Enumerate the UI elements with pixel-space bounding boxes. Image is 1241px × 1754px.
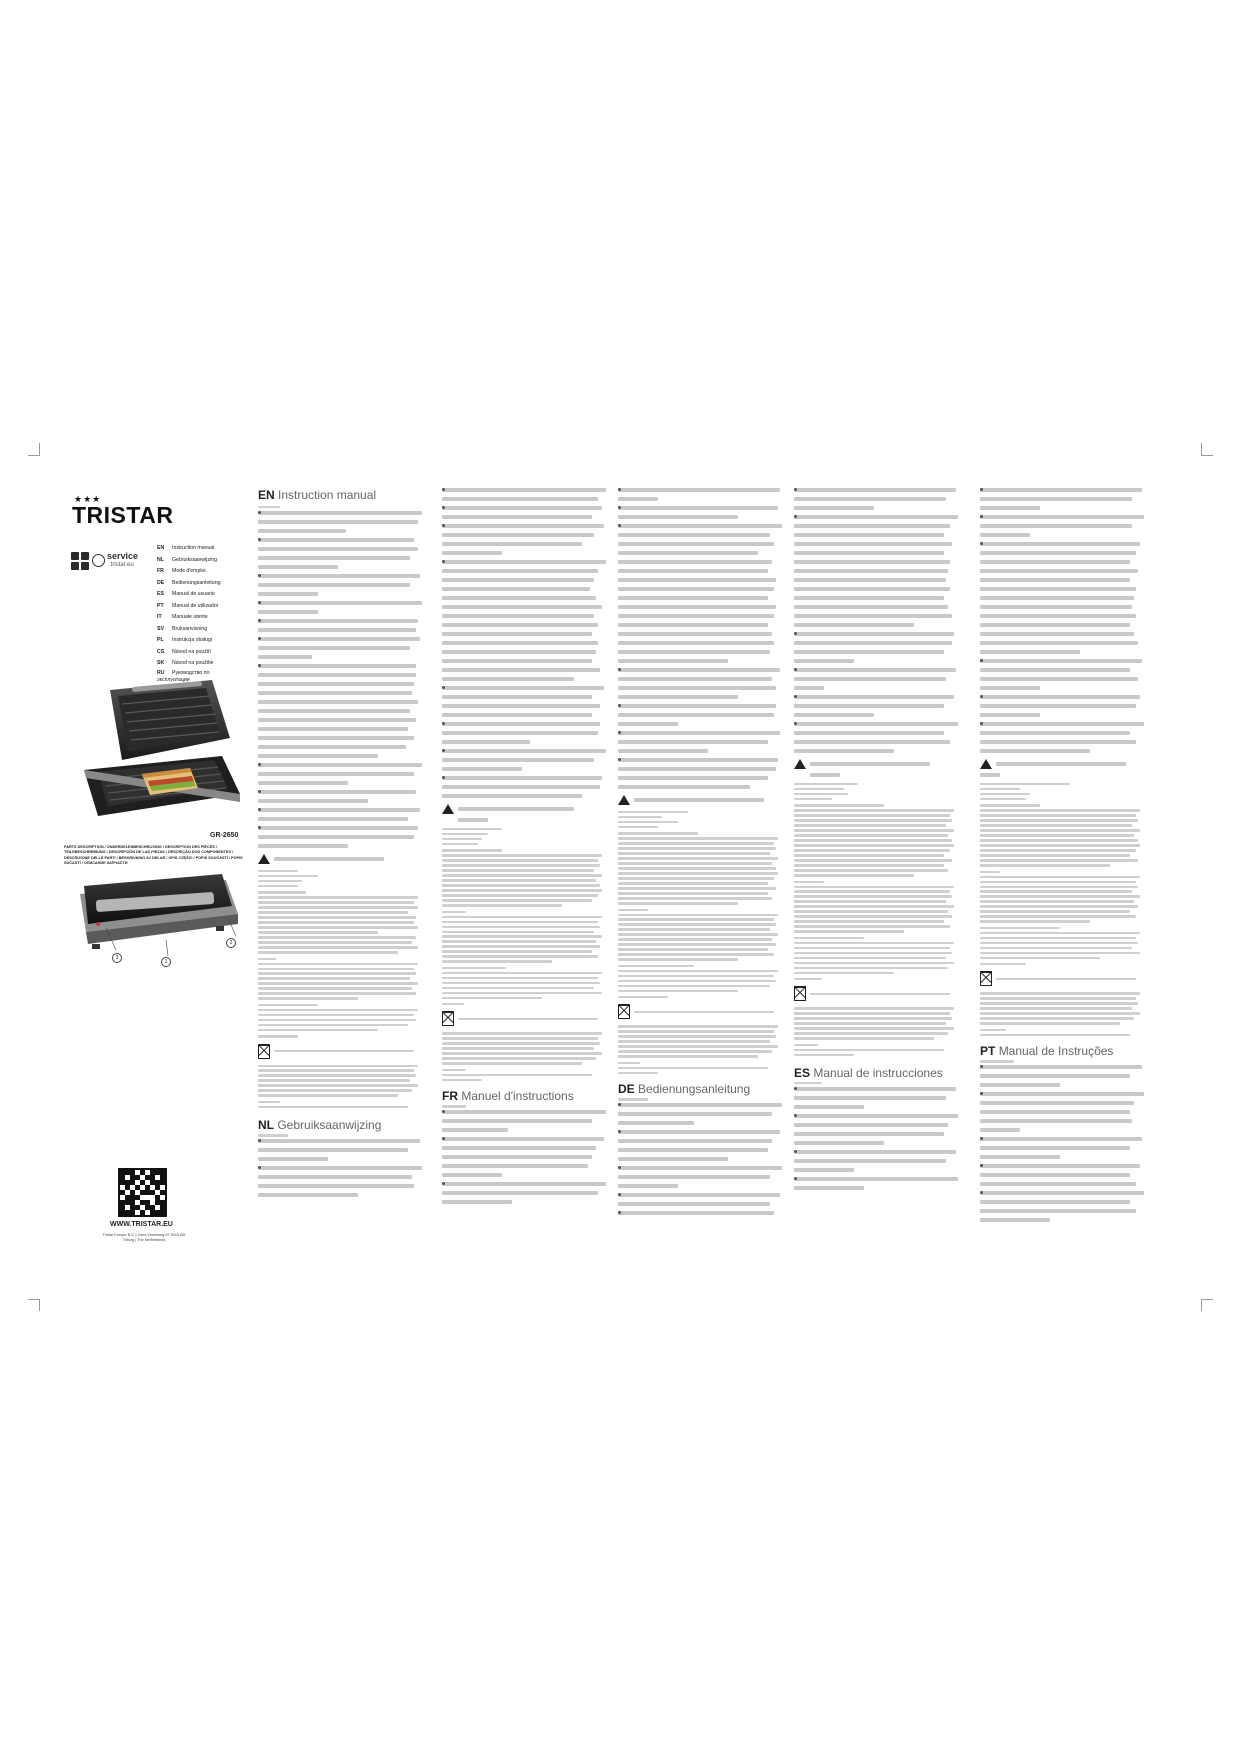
parts-description-line: PARTS DESCRIPTION / ONDERDELENBESCHRIJVING / DESCRIPTION DES PIÈCES / TEILEBESCHREIBUNG / DESCRIPCIÓN DE LAS PIEZAS / DESCRIÇÃO DOS COMPONENTES / DESCRIZIONE DELLE PARTI / BESKRIVNING AV DELAR / OPIS CZĘŚCI / POPIS SOUČÁSTÍ / POPIS SÚČASTÍ / ОПИСАНИЕ ЗАПЧАСТИ	[64, 845, 243, 866]
brand-logo: TRISTAR	[72, 502, 174, 528]
nl-text	[442, 488, 610, 798]
language-item: EN Instruction manual	[157, 545, 215, 551]
section-title-pt: PT Manual de Instruções	[980, 1044, 1114, 1059]
column-en	[258, 488, 426, 1264]
crop-mark	[1201, 1299, 1202, 1311]
section-title-en: EN Instruction manual	[258, 488, 377, 502]
hazard-triangle-icon	[442, 804, 454, 814]
service-circle-icon	[92, 554, 105, 567]
language-item: FR Mode d'emploi	[157, 568, 206, 574]
pt-safety-text	[980, 1060, 1155, 1222]
es-environment	[980, 971, 1155, 986]
fr-env-text	[618, 1025, 786, 1074]
language-item: SK Návod na použitie	[157, 660, 214, 666]
column-de-es	[794, 488, 962, 1264]
section-title-nl: NL Gebruiksaanwijzing	[258, 1118, 382, 1133]
hazard-triangle-icon	[258, 854, 270, 864]
company-address: Tristar Europe B.V. | Jules Verneweg 87 5015 BH Tilburg | The Netherlands	[102, 1233, 186, 1242]
language-item: PT Manual de utilizador	[157, 602, 219, 609]
es-env-text	[980, 992, 1155, 1036]
callout-2: 2	[226, 938, 236, 948]
de-env-text	[794, 1007, 962, 1056]
crop-mark	[1201, 1299, 1213, 1300]
hazard-triangle-icon	[980, 759, 992, 769]
language-item: SV Bruksanvisning	[157, 625, 208, 632]
language-item: ES Manual de usuario	[157, 591, 215, 597]
brand-stars: ★★★	[74, 494, 102, 504]
column-nl-fr	[442, 488, 610, 1264]
crossed-bin-icon	[442, 1011, 454, 1026]
section-title-es: ES Manual de instrucciones	[794, 1066, 943, 1081]
crossed-bin-icon	[980, 971, 992, 986]
website-url: WWW.TRISTAR.EU	[110, 1221, 173, 1228]
crossed-bin-icon	[794, 986, 806, 1001]
en-safety-text	[258, 506, 426, 848]
fr-environment	[618, 1004, 786, 1019]
de-text	[794, 488, 962, 753]
column-fr-de	[618, 488, 786, 1264]
fr-safety-text	[442, 1105, 610, 1204]
de-small-text	[794, 773, 962, 980]
language-item: PL Instrukcja obsługi	[157, 637, 213, 643]
nl-env-text	[442, 1032, 610, 1081]
crop-mark	[39, 1299, 40, 1311]
es-text	[980, 488, 1155, 753]
language-list	[157, 543, 249, 684]
service-label: service	[107, 551, 139, 561]
en-warning	[258, 854, 426, 864]
language-item: DE Bedienungsanleitung	[157, 579, 221, 586]
crossed-bin-icon	[258, 1044, 270, 1059]
callout-1: 1	[161, 957, 171, 967]
de-environment	[794, 986, 962, 1001]
nl-environment	[442, 1011, 610, 1026]
crop-mark	[1201, 443, 1202, 455]
hazard-triangle-icon	[794, 759, 806, 769]
crop-mark	[28, 455, 40, 456]
en-env-text	[258, 1065, 426, 1109]
es-small-text	[980, 773, 1155, 965]
language-item: IT Manuale utente	[157, 614, 208, 620]
crop-mark	[1201, 455, 1213, 456]
nl-safety-text	[258, 1134, 426, 1197]
fr-small-text	[618, 811, 786, 998]
section-title-fr: FR Manuel d'instructions	[442, 1089, 574, 1104]
nl-warning	[442, 804, 610, 814]
en-small-text	[258, 870, 426, 1038]
cover-column	[62, 488, 250, 1264]
es-safety-text	[794, 1082, 962, 1190]
de-safety-text	[618, 1098, 786, 1215]
section-title-de: DE Bedienungsanleitung	[618, 1082, 751, 1097]
model-number: GR-2650	[210, 832, 239, 839]
de-warning	[794, 759, 962, 769]
es-warning	[980, 759, 1155, 769]
crossed-bin-icon	[618, 1004, 630, 1019]
language-item: RU Руководство по эксплуатации	[157, 669, 210, 683]
manual-sheet	[62, 488, 1179, 1264]
language-item: NL Gebruiksaanwijzing	[157, 556, 217, 563]
hazard-triangle-icon	[618, 795, 630, 805]
fr-text	[618, 488, 786, 789]
language-item: CS Návod na použití	[157, 648, 211, 655]
qr-code-icon	[118, 1168, 167, 1217]
crop-mark	[39, 443, 40, 455]
product-photo-open	[72, 678, 247, 828]
en-environment	[258, 1044, 426, 1059]
column-es-pt	[980, 488, 1155, 1264]
service-url: .tristar.eu	[109, 562, 134, 568]
product-photo-closed	[66, 866, 246, 976]
callout-3: 3	[112, 953, 122, 963]
fr-warning	[618, 795, 786, 805]
nl-small-text	[442, 818, 610, 1005]
